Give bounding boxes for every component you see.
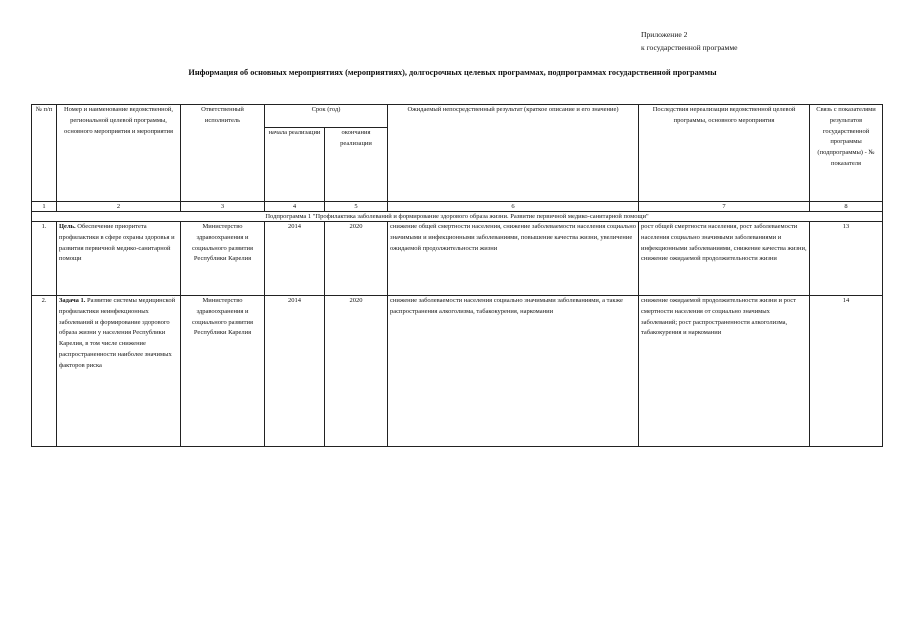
column-number: 4	[265, 202, 325, 212]
row-result: снижение общей смертности населения, снижение заболеваемости населения социально значимыми и инфекционными заболеваниями, повышение качества жизни, увеличение ожидаемой продолжительности жизни	[388, 222, 639, 296]
appendix-line-2: к государственной программе	[641, 43, 738, 52]
row-num: 1.	[32, 222, 57, 296]
row-name-text: Развитие системы медицинской профилактики неинфекционных заболеваний и формирование здорового образа жизни у населения Республики Карелия, в том числе снижение распространенности наиболее значимых факторов риска	[59, 297, 176, 369]
table-row	[32, 222, 883, 296]
column-number: 5	[325, 202, 388, 212]
row-name-lead: Цель.	[59, 223, 76, 230]
row-consequences: снижение ожидаемой продолжительности жизни и рост смертности населения от социально значимых заболеваний; рост распространенности алкоголизма, табакокурения и наркомании	[639, 296, 810, 447]
row-start: 2014	[265, 296, 325, 447]
row-num: 2.	[32, 296, 57, 447]
row-name-lead: Задача 1.	[59, 297, 86, 304]
header-link: Связь с показателями результатов государственной программы (подпрограммы) - № показателя	[810, 105, 883, 202]
row-executor: Министерство здравоохранения и социального развития Республики Карелия	[181, 296, 265, 447]
row-end: 2020	[325, 296, 388, 447]
table-row	[32, 296, 883, 447]
column-number: 3	[181, 202, 265, 212]
row-name-text: Обеспечение приоритета профилактики в сфере охраны здоровья и развития первичной медико-санитарной помощи	[59, 223, 175, 263]
header-end: окончания реализации	[325, 128, 388, 202]
row-result: снижение заболеваемости населения социально значимыми заболеваниями, а также распространения алкоголизма, табакокурения, наркомании	[388, 296, 639, 447]
column-number: 1	[32, 202, 57, 212]
row-end: 2020	[325, 222, 388, 296]
appendix-line-1: Приложение 2	[641, 30, 688, 39]
header-consequences: Последствия нереализации ведомственной целевой программы, основного мероприятия	[639, 105, 810, 202]
subprogram-row	[32, 212, 883, 222]
subprogram-title: Подпрограмма 1 "Профилактика заболеваний и формирование здорового образа жизни. Развитие первичной медико-санитарной помощи"	[32, 212, 883, 222]
header-name: Номер и наименование ведомственной, региональной целевой программы, основного мероприятия и мероприятия	[57, 105, 181, 202]
column-number: 2	[57, 202, 181, 212]
document-title: Информация об основных мероприятиях (мероприятиях), долгосрочных целевых программах, подпрограммах государственной программы	[188, 68, 717, 77]
row-executor: Министерство здравоохранения и социального развития Республики Карелия	[181, 222, 265, 296]
header-term: Срок (год)	[265, 105, 388, 128]
row-link: 13	[810, 222, 883, 296]
appendix-note	[641, 28, 738, 54]
header-start: начала реализации	[265, 128, 325, 202]
column-number: 6	[388, 202, 639, 212]
measures-table	[31, 104, 883, 447]
header-result: Ожидаемый непосредственный результат (краткое описание и его значение)	[388, 105, 639, 202]
row-name	[57, 296, 181, 447]
column-number: 8	[810, 202, 883, 212]
row-link: 14	[810, 296, 883, 447]
column-number: 7	[639, 202, 810, 212]
header-row	[32, 105, 883, 128]
header-executor: Ответственный исполнитель	[181, 105, 265, 202]
header-num: № п/п	[32, 105, 57, 202]
row-name	[57, 222, 181, 296]
row-consequences: рост общей смертности населения, рост заболеваемости населения социально значимыми заболеваниями и инфекционными заболеваниями, снижение качества жизни, снижение ожидаемой продолжительности жизни	[639, 222, 810, 296]
column-numbers-row	[32, 202, 883, 212]
row-start: 2014	[265, 222, 325, 296]
